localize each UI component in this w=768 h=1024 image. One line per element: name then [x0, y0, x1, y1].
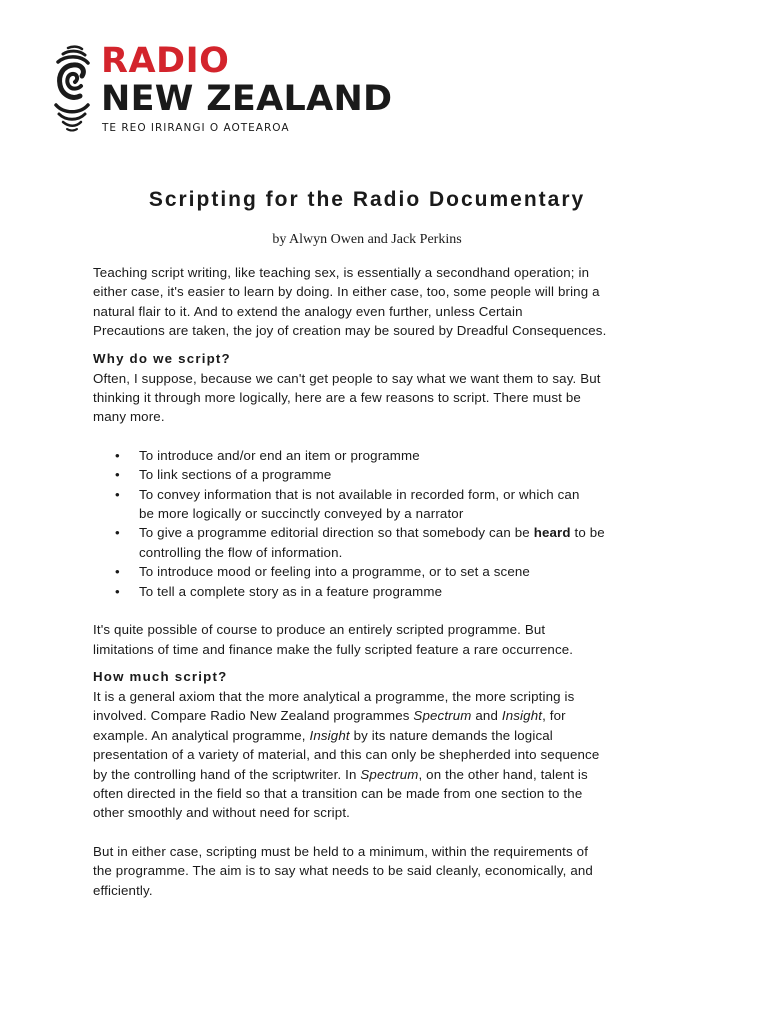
list-item	[93, 562, 653, 581]
why-script-paragraph	[93, 369, 653, 427]
list-item-text: controlling the flow of information.	[139, 544, 343, 560]
paragraph-line: It is a general axiom that the more analytical a programme, the more scripting is	[93, 688, 575, 704]
bullet-icon: •	[115, 467, 120, 483]
programme-name-insight: Insight	[309, 727, 350, 743]
emphasis-heard: heard	[533, 525, 571, 541]
list-item	[93, 523, 653, 562]
bullet-icon: •	[115, 583, 120, 599]
paragraph-line: Often, I suppose, because we can't get people to say what we want them to say. But	[93, 370, 601, 386]
intro-line: Precautions are taken, the joy of creation may be soured by Dreadful Consequences.	[93, 323, 607, 339]
paragraph-line: by its nature demands the logical	[349, 727, 553, 743]
intro-line: natural flair to it. And to extend the analogy even further, unless Certain	[93, 303, 523, 319]
list-item-text: be more logically or succinctly conveyed by a narrator	[139, 506, 464, 522]
paragraph-line: often directed in the field so that a transition can be made from one section to the	[93, 785, 583, 801]
paragraph-line: the programme. The aim is to say what needs to be said cleanly, economically, and	[93, 863, 593, 879]
paragraph-line: involved. Compare Radio New Zealand programmes	[93, 708, 414, 724]
list-item-text: To give a programme editorial direction so that somebody can be	[139, 525, 534, 541]
paragraph-line: It's quite possible of course to produce an entirely scripted programme. But	[93, 622, 546, 638]
intro-line: either case, it's easier to learn by doing. In either case, too, some people will bring a	[93, 284, 600, 300]
list-item	[93, 485, 653, 524]
logo-radio-text: RADIO	[101, 41, 230, 81]
closing-paragraph	[93, 620, 653, 659]
paragraph-line: by the controlling hand of the scriptwriter. In	[93, 766, 361, 782]
list-item-text: To link sections of a programme	[139, 467, 332, 483]
section-heading-how-much-script: How much script?	[93, 668, 228, 684]
intro-line: Teaching script writing, like teaching sex, is essentially a secondhand operation; in	[93, 265, 590, 280]
programme-name-insight: Insight	[501, 708, 543, 724]
list-item	[93, 446, 653, 465]
paragraph-line: , for	[542, 708, 566, 724]
intro-paragraph	[93, 263, 653, 341]
paragraph-line: many more.	[93, 409, 165, 425]
paragraph-line: other smoothly and without need for script.	[93, 805, 351, 821]
paragraph-line: But in either case, scripting must be held to a minimum, within the requirements of	[93, 843, 589, 859]
bullet-icon: •	[115, 447, 120, 463]
logo-tagline: TE REO IRIRANGI O AOTEAROA	[102, 122, 290, 134]
list-item-text: to be	[570, 525, 605, 541]
section-heading-why-script: Why do we script?	[93, 350, 231, 366]
document-body	[93, 263, 653, 900]
how-much-paragraph	[93, 687, 653, 823]
bullet-icon: •	[115, 486, 120, 502]
list-item-text: To introduce and/or end an item or programme	[139, 447, 420, 463]
radio-new-zealand-logo	[52, 41, 393, 137]
list-item	[93, 582, 653, 601]
minimum-script-paragraph	[93, 842, 653, 900]
paragraph-line: , on the other hand, talent is	[418, 766, 588, 782]
list-item-text: To introduce mood or feeling into a programme, or to set a scene	[139, 564, 530, 580]
reasons-list	[93, 446, 653, 601]
programme-name-spectrum: Spectrum	[413, 708, 472, 724]
paragraph-line: efficiently.	[93, 882, 153, 898]
bullet-icon: •	[115, 525, 120, 541]
logo-new-zealand-text: NEW ZEALAND	[101, 79, 393, 119]
paragraph-line: limitations of time and finance make the fully scripted feature a rare occurrence.	[93, 641, 574, 657]
paragraph-line: thinking it through more logically, here are a few reasons to script. There must be	[93, 390, 581, 406]
paragraph-line: presentation of a variety of material, and this can only be shepherded into sequence	[93, 747, 600, 763]
list-item-text: To tell a complete story as in a feature programme	[139, 583, 443, 599]
koru-logo-icon	[52, 44, 92, 134]
list-item	[93, 465, 653, 484]
list-item-text: To convey information that is not available in recorded form, or which can	[139, 486, 580, 502]
bullet-icon: •	[115, 564, 120, 580]
programme-name-spectrum: Spectrum	[360, 766, 419, 782]
document-title: Scripting for the Radio Documentary	[148, 188, 586, 211]
document-byline: by Alwyn Owen and Jack Perkins	[272, 232, 462, 247]
paragraph-line: example. An analytical programme,	[93, 727, 310, 743]
paragraph-line: and	[471, 708, 502, 724]
